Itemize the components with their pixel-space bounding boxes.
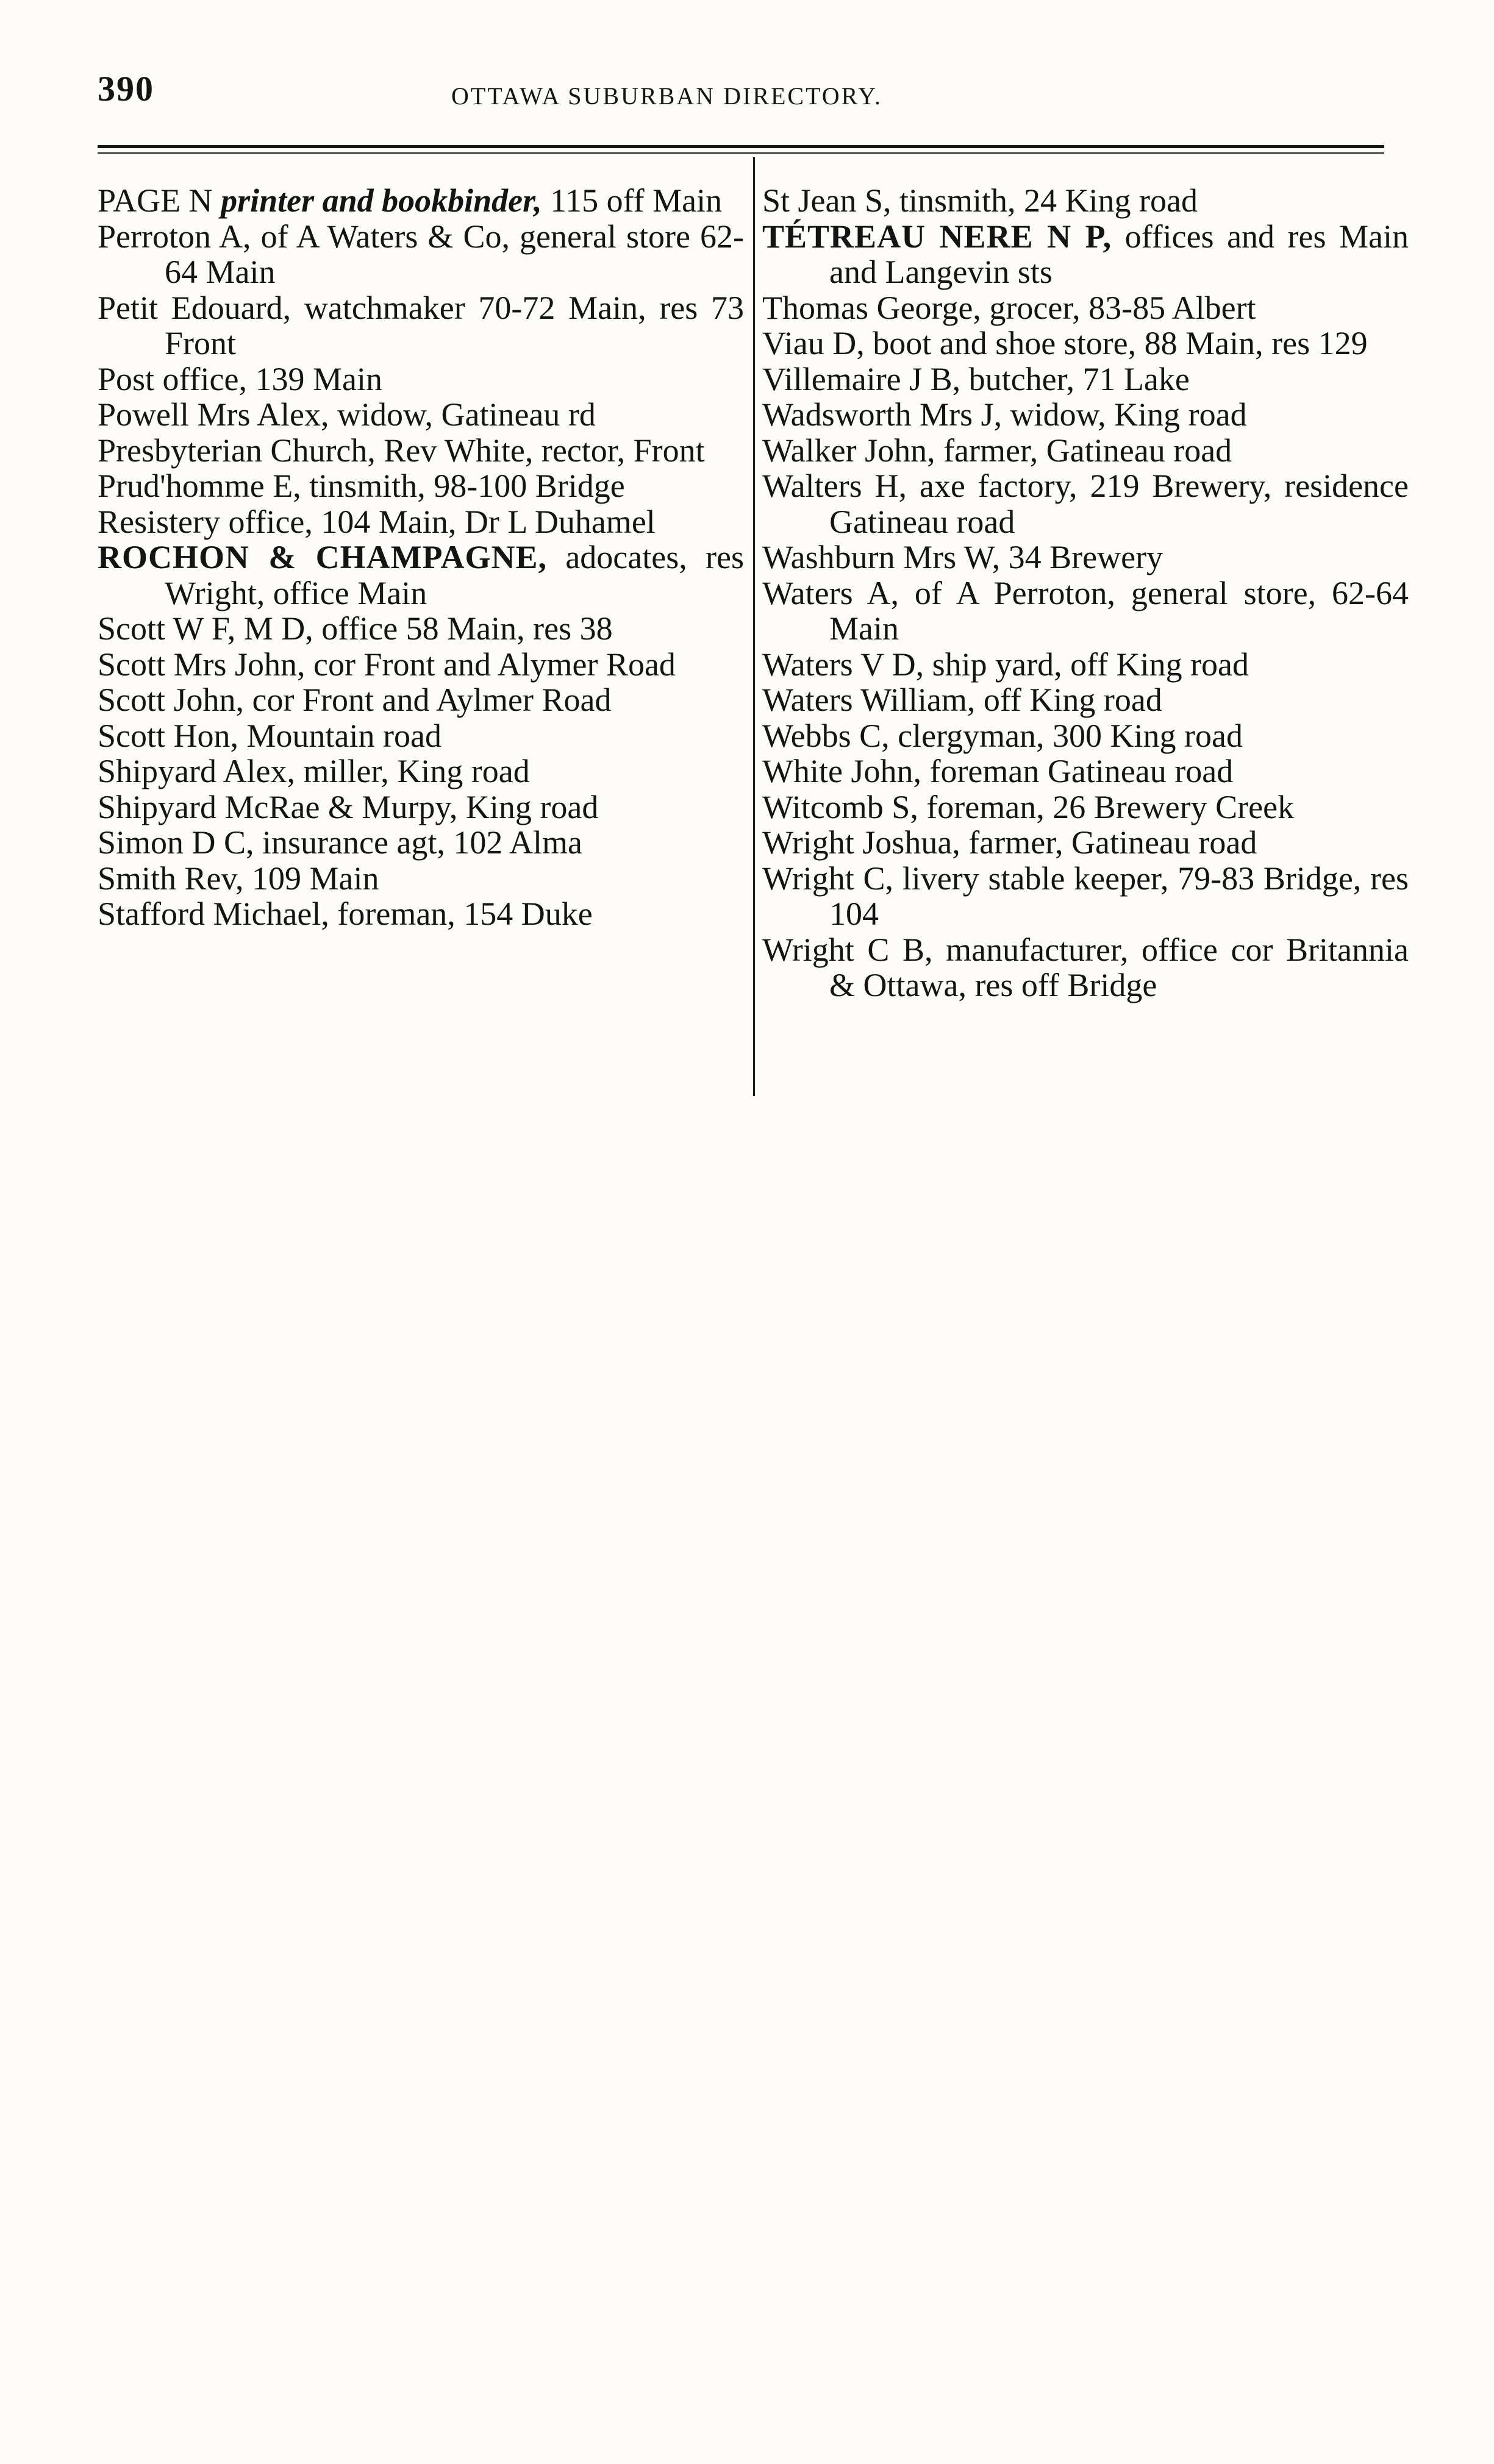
entry-text: Waters William, off King road [762, 682, 1162, 718]
entry-text: Thomas George, grocer, 83-85 Albert [762, 289, 1256, 326]
directory-entry [98, 433, 744, 469]
entry-text: Smith Rev, 109 Main [98, 860, 379, 897]
directory-entry [98, 647, 744, 683]
entry-name: PAGE N [98, 182, 213, 219]
entry-text: Wright Joshua, farmer, Gatineau road [762, 824, 1257, 861]
directory-entry [98, 861, 744, 897]
directory-entry [762, 219, 1409, 290]
directory-entry [98, 397, 744, 433]
entry-text: Shipyard Alex, miller, King road [98, 753, 530, 789]
directory-entry [762, 539, 1409, 575]
entry-text: Presbyterian Church, Rev White, rector, Front [98, 432, 705, 469]
left-column [98, 183, 744, 932]
directory-entry [762, 361, 1409, 397]
header-rule-thick [98, 145, 1384, 148]
entry-text: Petit Edouard, watchmaker 70-72 Main, res 73 Front [98, 289, 744, 361]
directory-entry [98, 361, 744, 397]
directory-entry [762, 718, 1409, 754]
entry-details: 115 off Main [550, 182, 723, 219]
directory-entry [762, 753, 1409, 789]
entry-text: St Jean S, tinsmith, 24 King road [762, 182, 1198, 219]
entry-text: Villemaire J B, butcher, 71 Lake [762, 360, 1190, 397]
directory-entry [98, 753, 744, 789]
directory-entry [762, 397, 1409, 433]
entry-text: Wright C, livery stable keeper, 79-83 Bridge, res 104 [762, 860, 1409, 932]
entry-text: Stafford Michael, foreman, 154 Duke [98, 896, 593, 932]
directory-entry [762, 290, 1409, 326]
entry-text: Wright C B, manufacturer, office cor Britannia & Ottawa, res off Bridge [762, 931, 1409, 1003]
entry-name: TÉTREAU NERE N P, [762, 218, 1112, 255]
directory-entry [762, 183, 1409, 219]
entry-details: adocates, res Wright, office Main [165, 539, 744, 611]
running-title: OTTAWA SUBURBAN DIRECTORY. [451, 82, 882, 110]
directory-entry [762, 433, 1409, 469]
directory-entry [98, 183, 744, 219]
entry-text: Scott Hon, Mountain road [98, 717, 441, 754]
entry-name: ROCHON & CHAMPAGNE, [98, 539, 548, 575]
directory-entry [762, 468, 1409, 539]
page-number: 390 [98, 69, 154, 109]
entry-text: Powell Mrs Alex, widow, Gatineau rd [98, 396, 596, 433]
entry-text: White John, foreman Gatineau road [762, 753, 1234, 789]
directory-entry [98, 219, 744, 290]
entry-text: Simon D C, insurance agt, 102 Alma [98, 824, 582, 861]
directory-entry [762, 682, 1409, 718]
directory-entry [762, 932, 1409, 1003]
directory-entry [98, 896, 744, 932]
entry-text: Witcomb S, foreman, 26 Brewery Creek [762, 788, 1295, 825]
entry-text: Scott John, cor Front and Aylmer Road [98, 682, 612, 718]
entry-text: Webbs C, clergyman, 300 King road [762, 717, 1243, 754]
directory-entry [98, 825, 744, 861]
entry-text: Wadsworth Mrs J, widow, King road [762, 396, 1247, 433]
entry-text: Perroton A, of A Waters & Co, general store 62-64 Main [98, 218, 744, 290]
entry-text: Waters V D, ship yard, off King road [762, 646, 1249, 683]
entry-details: offices and res Main and Langevin sts [829, 218, 1409, 290]
directory-entry [762, 789, 1409, 825]
entry-text: Waters A, of A Perroton, general store, 62-64 Main [762, 574, 1409, 647]
directory-entry [762, 825, 1409, 861]
entry-text: Prud'homme E, tinsmith, 98-100 Bridge [98, 468, 625, 504]
directory-entry [98, 504, 744, 540]
directory-entry [762, 861, 1409, 932]
column-divider [753, 157, 755, 1096]
entry-text: Post office, 139 Main [98, 360, 382, 397]
right-column [762, 183, 1409, 1003]
directory-entry [98, 789, 744, 825]
entry-text: Scott W F, M D, office 58 Main, res 38 [98, 610, 613, 647]
directory-entry [762, 647, 1409, 683]
directory-entry [98, 468, 744, 504]
entry-text: Walker John, farmer, Gatineau road [762, 432, 1232, 469]
entry-text: Shipyard McRae & Murpy, King road [98, 788, 599, 825]
entry-text: Walters H, axe factory, 219 Brewery, residence Gatineau road [762, 468, 1409, 540]
entry-text: Viau D, boot and shoe store, 88 Main, res 129 [762, 325, 1368, 361]
directory-entry [98, 682, 744, 718]
entry-text: Scott Mrs John, cor Front and Alymer Road [98, 646, 676, 683]
directory-entry [98, 611, 744, 647]
directory-entry [98, 290, 744, 361]
directory-entry [762, 575, 1409, 647]
directory-entry [762, 326, 1409, 361]
header-rule-thin [98, 152, 1384, 154]
entry-text: Resistery office, 104 Main, Dr L Duhamel [98, 503, 656, 540]
directory-entry [98, 718, 744, 754]
directory-entry [98, 539, 744, 611]
entry-occupation: printer and bookbinder, [221, 182, 542, 219]
entry-text: Washburn Mrs W, 34 Brewery [762, 539, 1163, 575]
